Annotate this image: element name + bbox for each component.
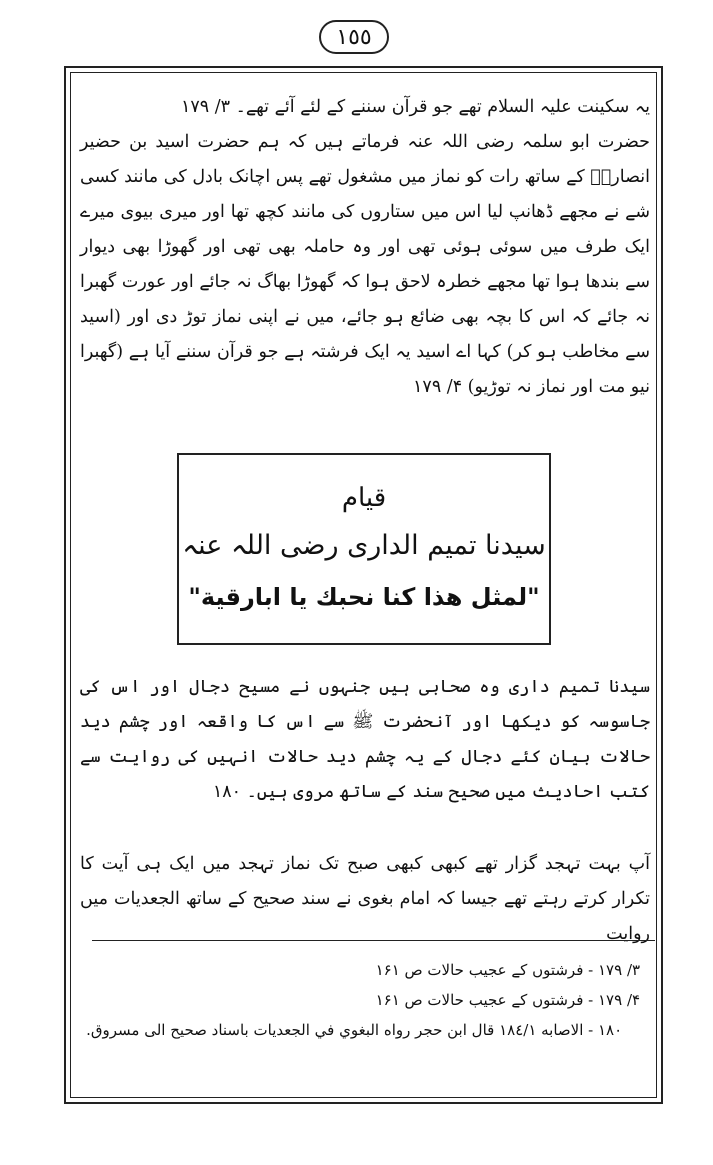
paragraph-tahajjud: آپ بہت تہجد گزار تھے کبھی کبھی صبح تک نماز تہجد میں ایک ہی آیت کا تکرار کرتے رہتے تھے جیسا کہ امام بغوی نے سند صحیح کے ساتھ الجعدیات میں روایت — [80, 854, 650, 944]
footnote-number: ۴/ ۱۷۹ — [598, 991, 641, 1009]
footnote: ۳/ ۱۷۹ - فرشتوں کے عجیب حالات ص ۱۶۱ — [80, 956, 650, 984]
page-number — [319, 20, 389, 54]
footnote-number: ۱۸۰ — [598, 1021, 623, 1039]
paragraph-tamim-dari: سیدنا تمیم داری وہ صحابی ہیں جنہوں نے مسیح دجال اور اس کی جاسوسہ کو دیکھا اور آنحضرت ﷺ سے اس کا واقعہ اور چشم دید حالات بیان کئے دجال کے یہ چشم دید حالات انہیں کی روایت سے کتب احادیث میں صحیح سند کے ساتھ مروی ہیں۔ ۱۸۰ — [80, 677, 650, 802]
footnote-text: الاصابه ١٨٤/١ قال ابن حجر رواه البغوي في الجعديات باسناد صحيح الى مسروق. — [86, 1021, 584, 1039]
footnote: ۴/ ۱۷۹ - فرشتوں کے عجیب حالات ص ۱۶۱ — [80, 986, 650, 1014]
section-quote: "لمثل هذا كنا نحبك يا ابارقية" — [188, 583, 540, 611]
footnote-divider — [92, 940, 655, 941]
page-number-text: ١٥٥ — [336, 24, 372, 50]
footnote: ۱۸۰ - الاصابه ١٨٤/١ قال ابن حجر رواه البغوي في الجعديات باسناد صحيح الى مسروق. — [80, 1016, 650, 1044]
footnote-number: ۳/ ۱۷۹ — [598, 961, 641, 979]
footnote-text: فرشتوں کے عجیب حالات ص ۱۶۱ — [375, 991, 584, 1009]
section-companion-name: سیدنا تمیم الداری رضی اللہ عنہ — [182, 530, 546, 561]
section-heading: قیام — [341, 483, 387, 513]
section-title-box — [177, 453, 551, 645]
footnote-text: فرشتوں کے عجیب حالات ص ۱۶۱ — [375, 961, 584, 979]
paragraph-sakinat: یہ سکینت علیہ السلام تھے جو قرآن سننے کے لئے آئے تھے۔ ۳/ ۱۷۹ — [180, 97, 650, 117]
paragraph-abu-salama-narration: حضرت ابو سلمہ رضی اللہ عنہ فرماتے ہیں کہ ہم حضرت اسید بن حضیر انصاریؓ کے ساتھ رات کو نماز میں مشغول تھے پس اچانک بادل کی مانند کسی شے نے مجھے ڈھانپ لیا اس میں ستاروں کی مانند کچھ تھا اور میری بیوی میرے ایک طرف میں سوئی ہوئی تھی اور وہ حاملہ بھی تھی اور گھوڑا بھی دیوار سے بندھا ہوا تھا مجھے خطرہ لاحق ہوا کہ گھوڑا بھاگ نہ جائے اور عورت گھبرا نہ جائے کہ اس کا بچہ بھی ضائع ہو جائے، میں نے اپنی نماز توڑ دی اور (اسید سے مخاطب ہو کر) کہا اے اسید یہ ایک فرشتہ ہے جو قرآن سننے آیا ہے (گھبرا نیو مت اور نماز نہ توڑیو) ۴/ ۱۷۹ — [80, 132, 650, 397]
